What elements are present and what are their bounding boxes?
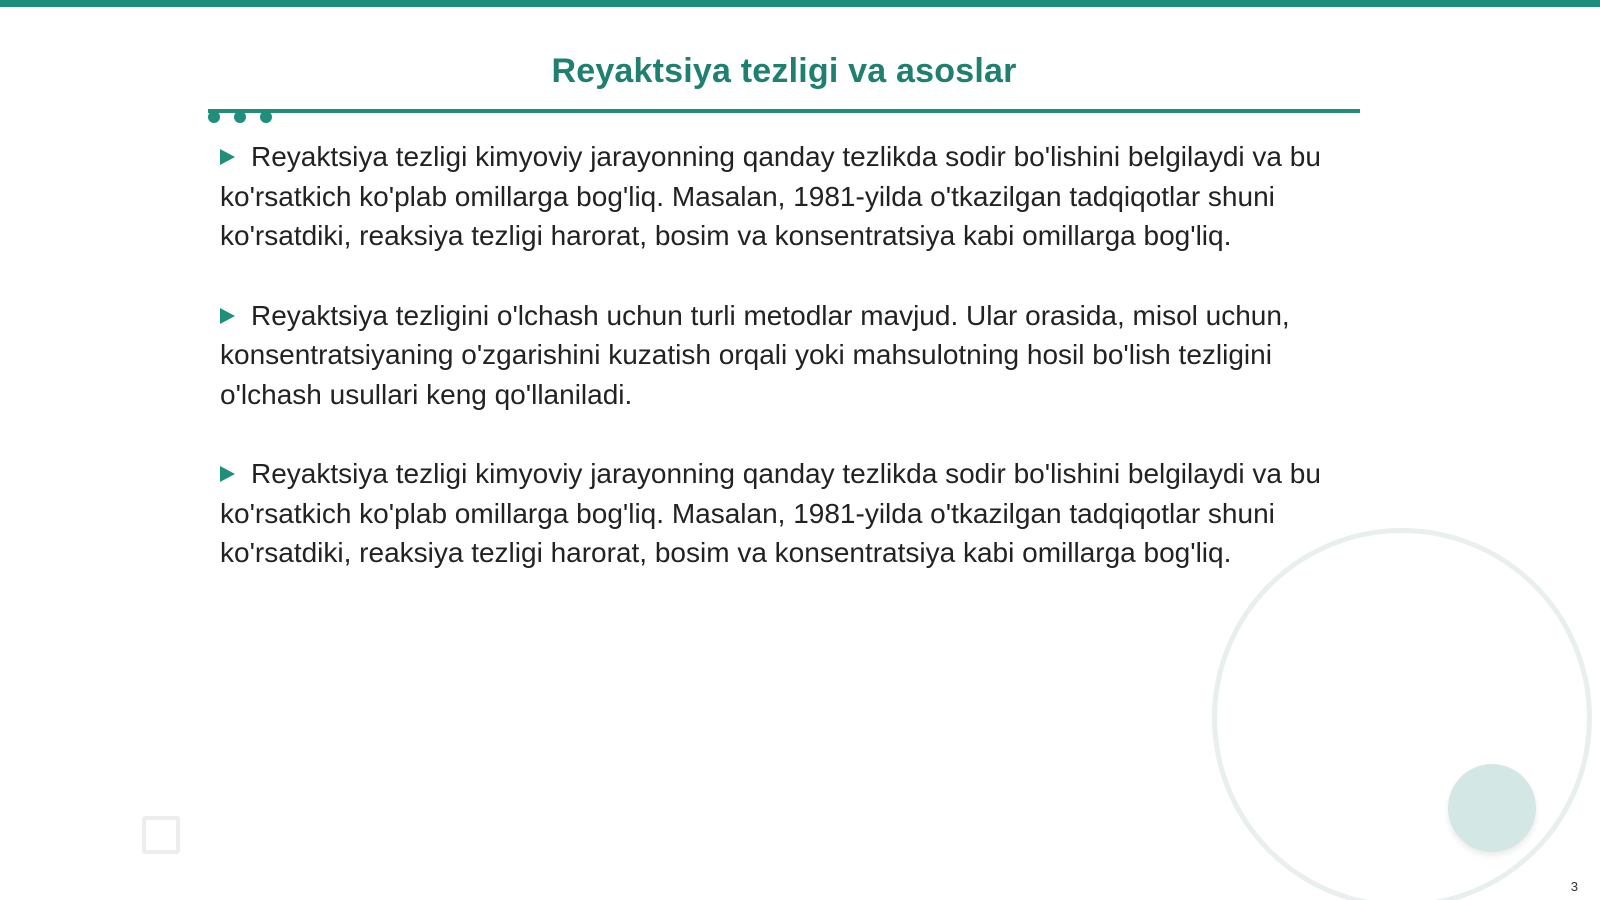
bullet-item	[220, 296, 1360, 415]
decorative-ring	[1212, 528, 1592, 900]
decorative-dot	[208, 111, 220, 123]
page-number: 3	[1570, 879, 1578, 894]
bullet-text: Reyaktsiya tezligi kimyoviy jarayonning qanday tezlikda sodir bo'lishini belgilaydi va bu ko'rsatkich ko'plab omillarga bog'liq. Masalan, 1981-yilda o'tkazilgan tadqiqotlar shuni ko'rsatdiki, reaksiya tezligi harorat, bosim va konsentratsiya kabi omillarga bog'liq.	[220, 458, 1321, 568]
top-accent-bar	[0, 0, 1600, 7]
decorative-dot	[234, 111, 246, 123]
decorative-dot	[260, 111, 272, 123]
triangle-right-icon	[220, 149, 235, 165]
slide-title: Reyaktsiya tezligi va asoslar	[551, 52, 1017, 90]
triangle-right-icon	[220, 466, 235, 482]
title-underline	[208, 109, 1360, 113]
triangle-right-icon	[220, 308, 235, 324]
decorative-circle	[1448, 764, 1536, 852]
bullet-item	[220, 137, 1360, 256]
decorative-square	[142, 816, 180, 854]
bullet-list	[220, 137, 1360, 613]
bullet-text: Reyaktsiya tezligi kimyoviy jarayonning qanday tezlikda sodir bo'lishini belgilaydi va bu ko'rsatkich ko'plab omillarga bog'liq. Masalan, 1981-yilda o'tkazilgan tadqiqotlar shuni ko'rsatdiki, reaksiya tezligi harorat, bosim va konsentratsiya kabi omillarga bog'liq.	[220, 141, 1321, 251]
bullet-item	[220, 454, 1360, 573]
bullet-text: Reyaktsiya tezligini o'lchash uchun turli metodlar mavjud. Ular orasida, misol uchun, konsentratsiyaning o'zgarishini kuzatish orqali yoki mahsulotning hosil bo'lish tezligini o'lchash usullari keng qo'llaniladi.	[220, 299, 1290, 410]
